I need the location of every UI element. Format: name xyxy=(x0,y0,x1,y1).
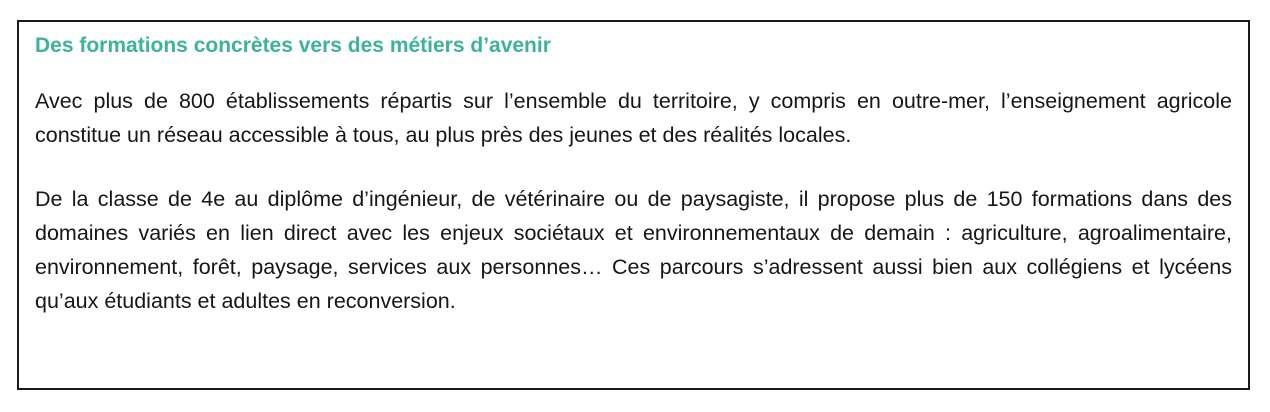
info-box xyxy=(17,20,1250,390)
paragraph-training: De la classe de 4e au diplôme d’ingénieur, de vétérinaire ou de paysagiste, il propose plus de 150 formations dans des domaines variés en lien direct avec les enjeux sociétaux et environnementaux de demain : agriculture, agroalimentaire, environnement, forêt, paysage, services aux personnes… Ces parcours s’adressent aussi bien aux collégiens et lycéens qu’aux étudiants et adultes en reconversion. xyxy=(35,187,1232,313)
paragraph-network: Avec plus de 800 établissements répartis sur l’ensemble du territoire, y compris en outre-mer, l’enseignement agricole constitue un réseau accessible à tous, au plus près des jeunes et des réalités locales. xyxy=(35,89,1232,147)
box-title: Des formations concrètes vers des métiers d’avenir xyxy=(35,34,551,57)
